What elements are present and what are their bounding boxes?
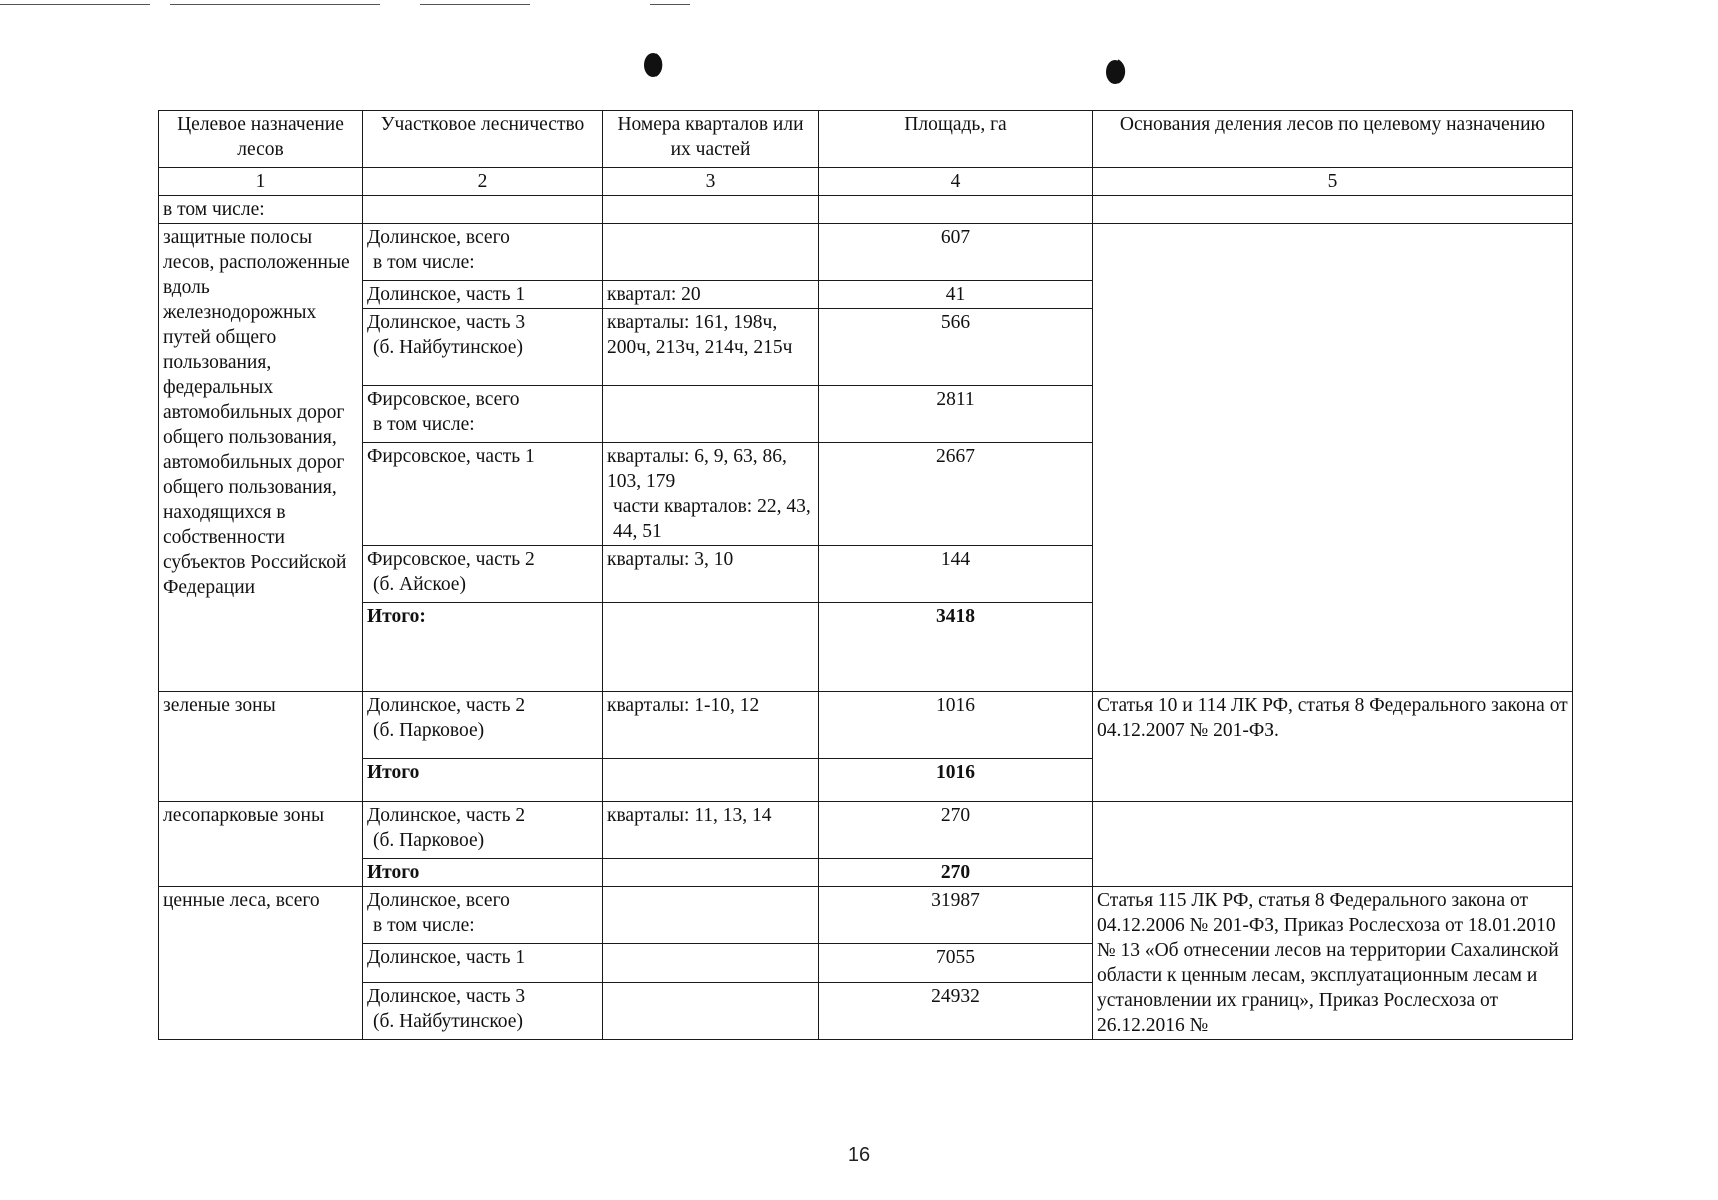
table-row: [159, 802, 1573, 859]
area-cell: 2811: [819, 386, 1093, 443]
area-cell: 566: [819, 309, 1093, 386]
table-header-row: [159, 111, 1573, 168]
table-row: [159, 224, 1573, 281]
quarters-cell: кварталы: 1-10, 12: [603, 692, 819, 759]
in-total-label: в том числе:: [159, 196, 363, 224]
table-row: [159, 887, 1573, 944]
forestry-cell: Долинское, часть 1: [363, 944, 603, 983]
quarters-cell: кварталы: 11, 13, 14: [603, 802, 819, 859]
punch-hole-icon: [640, 50, 666, 80]
total-label: Итого:: [363, 603, 603, 692]
forestry-cell: Фирсовское, часть 1: [363, 443, 603, 546]
area-cell: 31987: [819, 887, 1093, 944]
column-number: 3: [603, 168, 819, 196]
header-cell: Номера кварталов или их частей: [603, 111, 819, 168]
total-label: Итого: [363, 759, 603, 802]
basis-cell: Статья 115 ЛК РФ, статья 8 Федерального закона от 04.12.2006 № 201-ФЗ, Приказ Рослесхоза от 18.01.2010 № 13 «Об отнесении лесов на территории Сахалинской области к ценным лесам, эксплуатационным лесам и установлении их границ», Приказ Рослесхоза от 26.12.2016 №: [1093, 887, 1573, 1040]
forestry-sub: (б. Парковое): [373, 720, 485, 741]
quarters-cell: квартал: 20: [603, 281, 819, 309]
purpose-cell: ценные леса, всего: [159, 887, 363, 1040]
total-label: Итого: [363, 859, 603, 887]
table-row: [159, 196, 1573, 224]
forestry-name: Долинское, часть 3: [367, 312, 526, 333]
quarters-list: кварталы: 6, 9, 63, 86, 103, 179: [607, 446, 787, 492]
forestry-sub: в том числе:: [373, 915, 475, 936]
forestry-sub: (б. Найбутинское): [373, 1011, 523, 1032]
forestry-name: Долинское, часть 2: [367, 805, 526, 826]
quarters-cell: [603, 443, 819, 546]
area-cell: 270: [819, 802, 1093, 859]
column-number: 4: [819, 168, 1093, 196]
quarters-cell: [603, 386, 819, 443]
forestry-sub: в том числе:: [373, 252, 475, 273]
basis-cell: [1093, 802, 1573, 887]
quarters-cell: [603, 224, 819, 281]
area-cell: 7055: [819, 944, 1093, 983]
forestry-sub: (б. Найбутинское): [373, 337, 523, 358]
header-cell: Участковое лесничество: [363, 111, 603, 168]
purpose-cell: лесопарковые зоны: [159, 802, 363, 887]
forest-purpose-table: [158, 110, 1573, 1040]
area-cell: 41: [819, 281, 1093, 309]
area-cell: 24932: [819, 983, 1093, 1040]
total-area: 1016: [819, 759, 1093, 802]
forestry-name: Долинское, всего: [367, 890, 510, 911]
header-cell: Целевое назначение лесов: [159, 111, 363, 168]
header-cell: Площадь, га: [819, 111, 1093, 168]
forestry-cell: [363, 983, 603, 1040]
forestry-cell: [363, 224, 603, 281]
purpose-cell: зеленые зоны: [159, 692, 363, 802]
forestry-cell: [363, 309, 603, 386]
forestry-cell: [363, 692, 603, 759]
forestry-cell: [363, 802, 603, 859]
forestry-name: Долинское, часть 2: [367, 695, 526, 716]
column-number-row: [159, 168, 1573, 196]
scan-edge-line: [0, 4, 150, 5]
scan-edge-line: [650, 4, 690, 5]
area-cell: 607: [819, 224, 1093, 281]
total-area: 3418: [819, 603, 1093, 692]
forestry-sub: в том числе:: [373, 414, 475, 435]
area-cell: 2667: [819, 443, 1093, 546]
forestry-cell: [363, 546, 603, 603]
header-cell: Основания деления лесов по целевому назначению: [1093, 111, 1573, 168]
column-number: 5: [1093, 168, 1573, 196]
punch-hole-icon: [1102, 56, 1128, 86]
forestry-name: Фирсовское, часть 2: [367, 549, 535, 570]
forestry-cell: Долинское, часть 1: [363, 281, 603, 309]
forestry-name: Долинское, всего: [367, 227, 510, 248]
area-cell: 144: [819, 546, 1093, 603]
area-cell: 1016: [819, 692, 1093, 759]
quarters-cell: кварталы: 161, 198ч, 200ч, 213ч, 214ч, 215ч: [603, 309, 819, 386]
quarters-cell: кварталы: 3, 10: [603, 546, 819, 603]
forestry-cell: [363, 887, 603, 944]
scan-edge-line: [420, 4, 530, 5]
total-area: 270: [819, 859, 1093, 887]
table-row: [159, 692, 1573, 759]
forestry-sub: (б. Парковое): [373, 830, 485, 851]
purpose-cell: защитные полосы лесов, расположенные вдоль железнодорожных путей общего пользования, федеральных автомобильных дорог общего пользования, автомобильных дорог общего пользования, находящихся в собственности субъектов Российской Федерации: [159, 224, 363, 692]
column-number: 2: [363, 168, 603, 196]
basis-cell: Статья 10 и 114 ЛК РФ, статья 8 Федерального закона от 04.12.2007 № 201-ФЗ.: [1093, 692, 1573, 802]
forestry-sub: (б. Айское): [373, 574, 466, 595]
page-number: 16: [847, 1144, 871, 1166]
column-number: 1: [159, 168, 363, 196]
forestry-name: Долинское, часть 3: [367, 986, 526, 1007]
forestry-name: Фирсовское, всего: [367, 389, 520, 410]
basis-cell: [1093, 224, 1573, 692]
forestry-cell: [363, 386, 603, 443]
scan-edge-line: [170, 4, 380, 5]
quarters-parts: части кварталов: 22, 43, 44, 51: [613, 496, 811, 542]
